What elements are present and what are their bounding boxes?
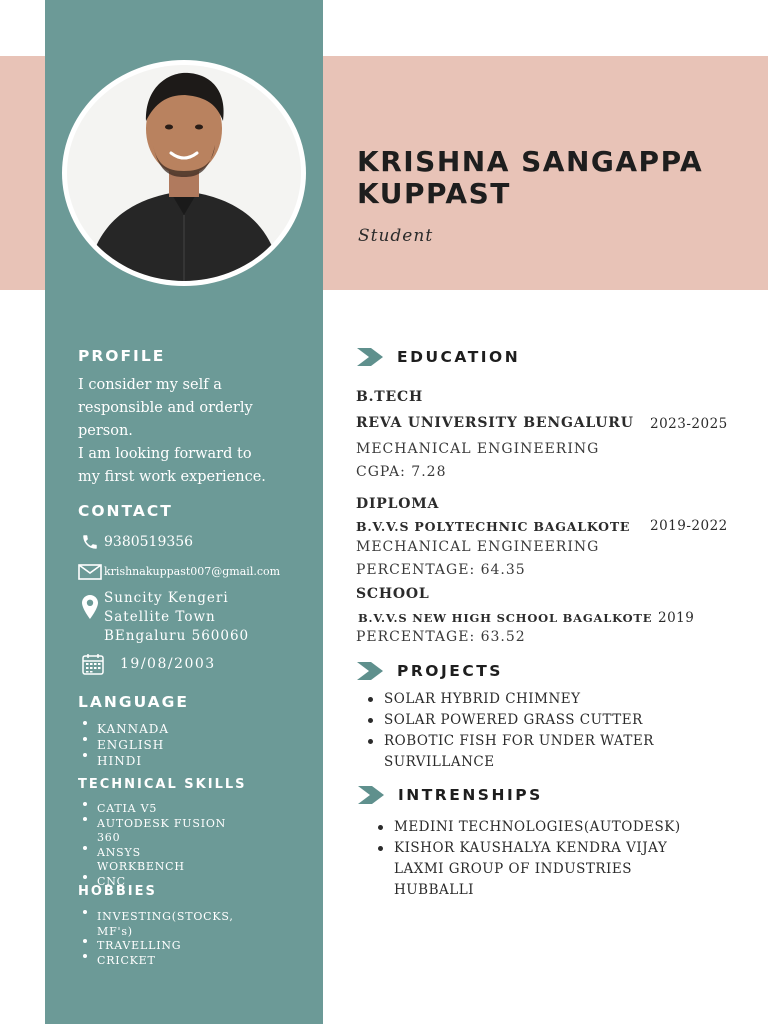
skill-item: CNC (80, 875, 230, 890)
education-heading (357, 348, 520, 366)
internship-item: MEDINI TECHNOLOGIES(AUTODESK) (376, 817, 706, 838)
chevron-arrow-icon (357, 662, 383, 680)
btech-score: CGPA: 7.28 (356, 464, 447, 480)
phone-number: 9380519356 (104, 534, 194, 550)
calendar-icon (78, 652, 108, 676)
projects-heading (357, 662, 503, 680)
profile-heading: PROFILE (78, 347, 166, 365)
address-line: BEngaluru 560060 (104, 628, 250, 644)
mail-icon (78, 563, 102, 581)
skill-item: AUTODESK FUSION 360 (80, 817, 230, 846)
language-item: ENGLISH (80, 737, 169, 753)
projects-heading-label: PROJECTS (397, 662, 503, 680)
contact-dob (78, 652, 216, 676)
profile-line: my first work experience. (78, 469, 266, 485)
school-score: PERCENTAGE: 63.52 (356, 629, 526, 645)
date-of-birth: 19/08/2003 (120, 656, 216, 672)
btech-field: MECHANICAL ENGINEERING (356, 441, 600, 457)
diploma-years: 2019-2022 (650, 518, 728, 534)
location-pin-icon (78, 589, 102, 629)
chevron-arrow-icon (358, 786, 384, 804)
profile-line: I am looking forward to (78, 446, 252, 462)
profile-text (78, 374, 308, 489)
btech-degree: B.TECH (356, 389, 423, 405)
school-institution: B.V.V.S NEW HIGH SCHOOL BAGALKOTE (358, 611, 653, 625)
diploma-institution: B.V.V.S POLYTECHNIC BAGALKOTE (356, 519, 631, 534)
project-item: SOLAR POWERED GRASS CUTTER (366, 710, 666, 731)
skills-heading: TECHNICAL SKILLS (78, 777, 247, 792)
skill-item: CATIA V5 (80, 802, 230, 817)
diploma-score: PERCENTAGE: 64.35 (356, 562, 526, 578)
skill-item: ANSYS WORKBENCH (80, 846, 230, 875)
project-item: SOLAR HYBRID CHIMNEY (366, 689, 666, 710)
project-item: ROBOTIC FISH FOR UNDER WATER SURVILLANCE (366, 731, 666, 773)
hobbies-list (80, 910, 240, 968)
language-heading: LANGUAGE (78, 693, 189, 711)
school-degree: SCHOOL (356, 586, 430, 602)
contact-heading: CONTACT (78, 502, 173, 520)
language-list (80, 721, 169, 769)
name-line-2: KUPPAST (357, 177, 511, 210)
hobby-item: TRAVELLING (80, 939, 240, 954)
btech-years: 2023-2025 (650, 416, 728, 432)
email-address: krishnakuppast007@gmail.com (104, 565, 281, 578)
contact-address (78, 589, 249, 646)
education-heading-label: EDUCATION (397, 348, 521, 366)
internships-heading-label: INTRENSHIPS (398, 786, 543, 804)
internships-heading (358, 786, 543, 804)
hobby-item: INVESTING(STOCKS, MF's) (80, 910, 240, 939)
hobby-item: CRICKET (80, 954, 240, 969)
contact-email[interactable] (78, 563, 280, 581)
diploma-degree: DIPLOMA (356, 496, 440, 512)
school-years: 2019 (658, 610, 695, 626)
language-item: KANNADA (80, 721, 169, 737)
diploma-field: MECHANICAL ENGINEERING (356, 539, 600, 555)
profile-line: person. (78, 423, 133, 439)
candidate-name (357, 146, 757, 210)
profile-line: responsible and orderly (78, 400, 253, 416)
hobbies-heading: HOBBIES (78, 884, 157, 899)
profile-photo (62, 60, 306, 286)
chevron-arrow-icon (357, 348, 383, 366)
address-line: Satellite Town (104, 609, 216, 625)
skills-list (80, 802, 230, 889)
name-line-1: KRISHNA SANGAPPA (357, 145, 704, 178)
candidate-role: Student (358, 226, 434, 246)
internship-item: KISHOR KAUSHALYA KENDRA VIJAY LAXMI GROUP OF INDUSTRIES HUBBALLI (376, 838, 706, 901)
projects-list (366, 689, 666, 773)
internships-list (376, 817, 706, 901)
language-item: HINDI (80, 753, 169, 769)
profile-line: I consider my self a (78, 377, 222, 393)
btech-institution: REVA UNIVERSITY BENGALURU (356, 415, 634, 431)
phone-icon (78, 532, 102, 552)
address-line: Suncity Kengeri (104, 590, 229, 606)
contact-phone[interactable] (78, 532, 193, 552)
